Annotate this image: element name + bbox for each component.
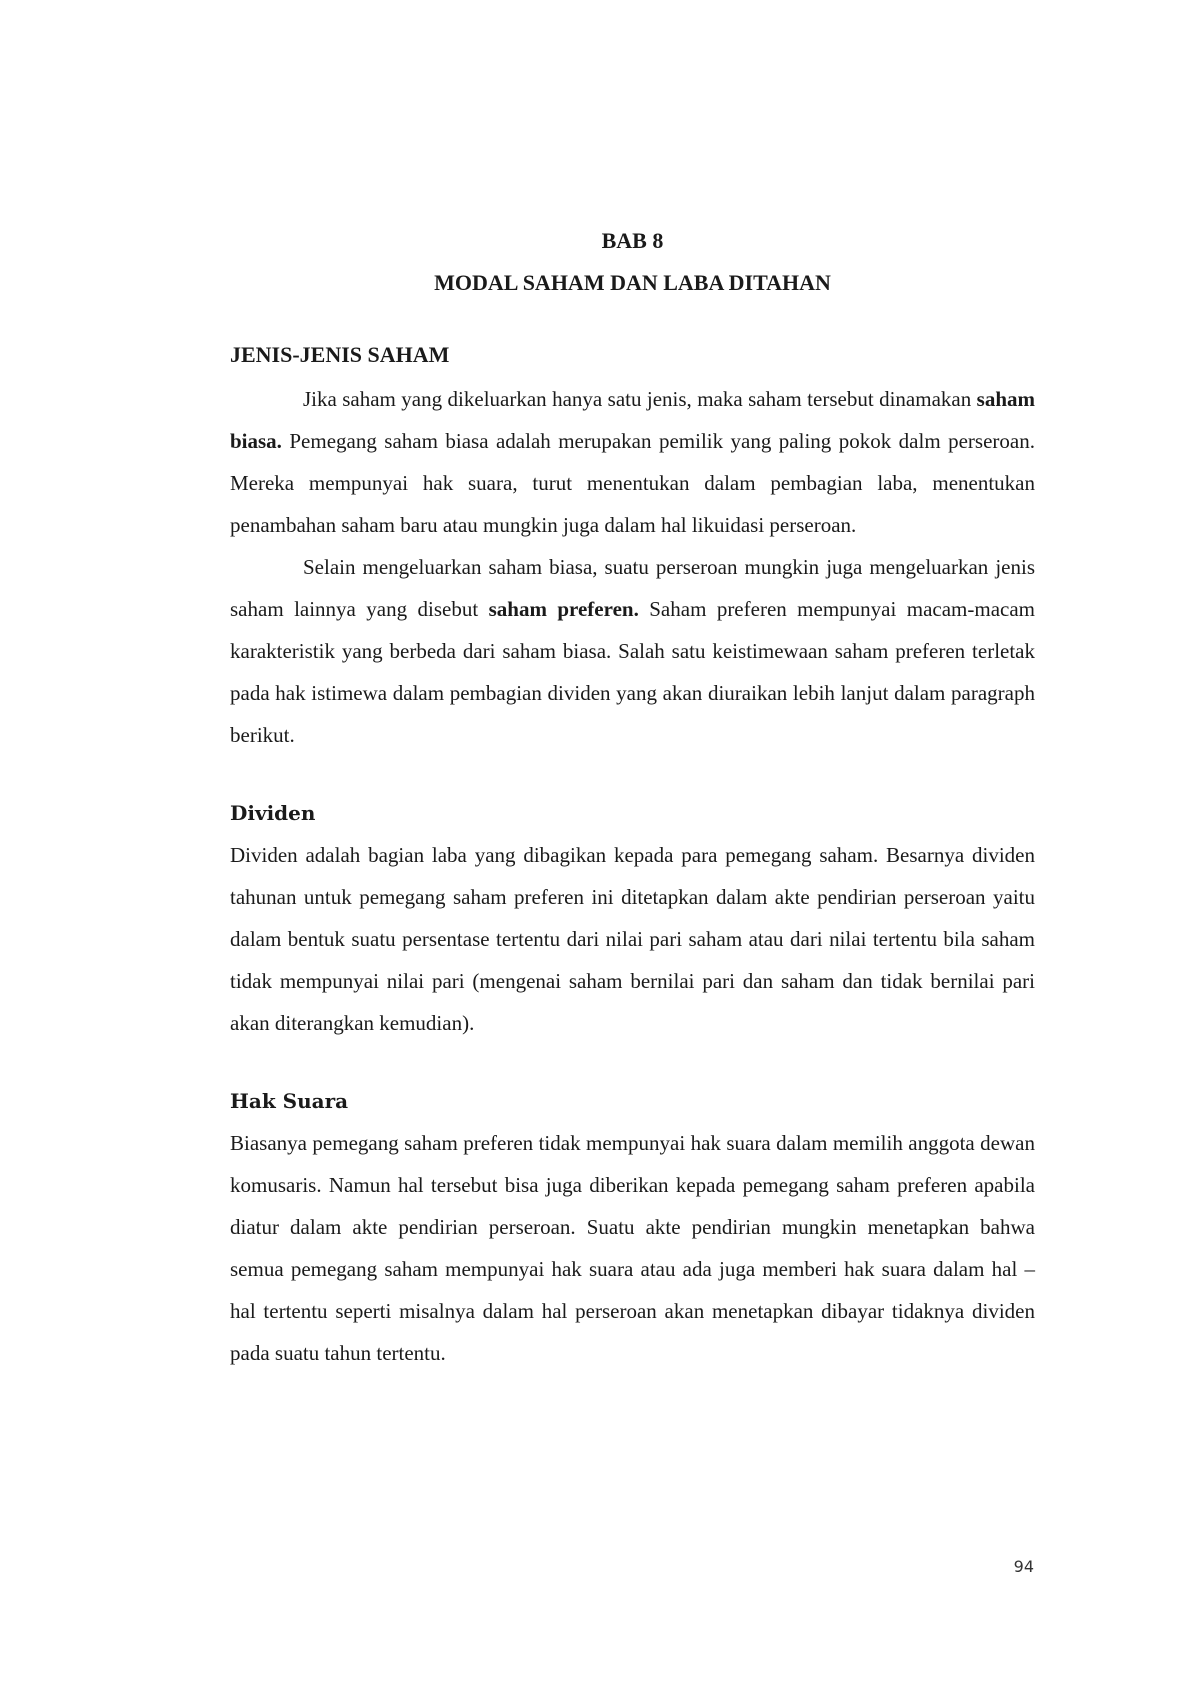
chapter-number: BAB 8 <box>601 228 664 253</box>
section-spacer <box>230 1044 1035 1086</box>
text-run: Saham preferen mempunyai macam-macam karakteristik yang berbeda dari saham biasa. Salah satu keistimewaan saham preferen terletak pada hak istimewa dalam pembagian dividen yang akan diuraikan lebih lanjut dalam paragraph berikut. <box>230 597 1035 747</box>
section-spacer <box>230 756 1035 798</box>
bold-term-saham-preferen: saham preferen. <box>488 597 639 621</box>
text-run: Pemegang saham biasa adalah merupakan pemilik yang paling pokok dalm perseroan. Mereka mempunyai hak suara, turut menentukan dalam pembagian laba, menentukan penambahan saham baru atau mungkin juga dalam hal likuidasi perseroan. <box>230 429 1035 537</box>
paragraph-dividen: Dividen adalah bagian laba yang dibagikan kepada para pemegang saham. Besarnya dividen tahunan untuk pemegang saham preferen ini ditetapkan dalam akte pendirian perseroan yaitu dalam bentuk suatu persentase tertentu dari nilai pari saham atau dari nilai tertentu bila saham tidak mempunyai nilai pari (mengenai saham bernilai pari dan saham dan tidak bernilai pari akan diterangkan kemudian). <box>230 843 1035 1035</box>
paragraph-hak-suara: Biasanya pemegang saham preferen tidak mempunyai hak suara dalam memilih anggota dewan komusaris. Namun hal tersebut bisa juga diberikan kepada pemegang saham preferen apabila diatur dalam akte pendirian perseroan. Suatu akte pendirian mungkin menetapkan bahwa semua pemegang saham mempunyai hak suara atau ada juga memberi hak suara dalam hal – hal tertentu seperti misalnya dalam hal perseroan akan menetapkan dibayar tidaknya dividen pada suatu tahun tertentu. <box>230 1131 1035 1365</box>
paragraph-saham-preferen <box>230 546 1035 756</box>
text-run: Selain mengeluarkan saham biasa, suatu perseroan mungkin juga mengeluarkan jenis saham lainnya yang disebut <box>230 555 1035 621</box>
subheading-dividen: Dividen <box>230 801 316 825</box>
page-content <box>230 226 1035 1374</box>
chapter-title: MODAL SAHAM DAN LABA DITAHAN <box>434 270 831 295</box>
text-run: Jika saham yang dikeluarkan hanya satu jenis, maka saham tersebut dinamakan <box>303 387 977 411</box>
bold-term-saham-biasa: saham biasa. <box>230 387 1035 453</box>
paragraph-saham-biasa <box>230 378 1035 546</box>
page-number: 94 <box>1013 1557 1034 1576</box>
section-heading-jenis-saham: JENIS-JENIS SAHAM <box>230 342 450 367</box>
subheading-hak-suara: Hak Suara <box>230 1089 349 1113</box>
